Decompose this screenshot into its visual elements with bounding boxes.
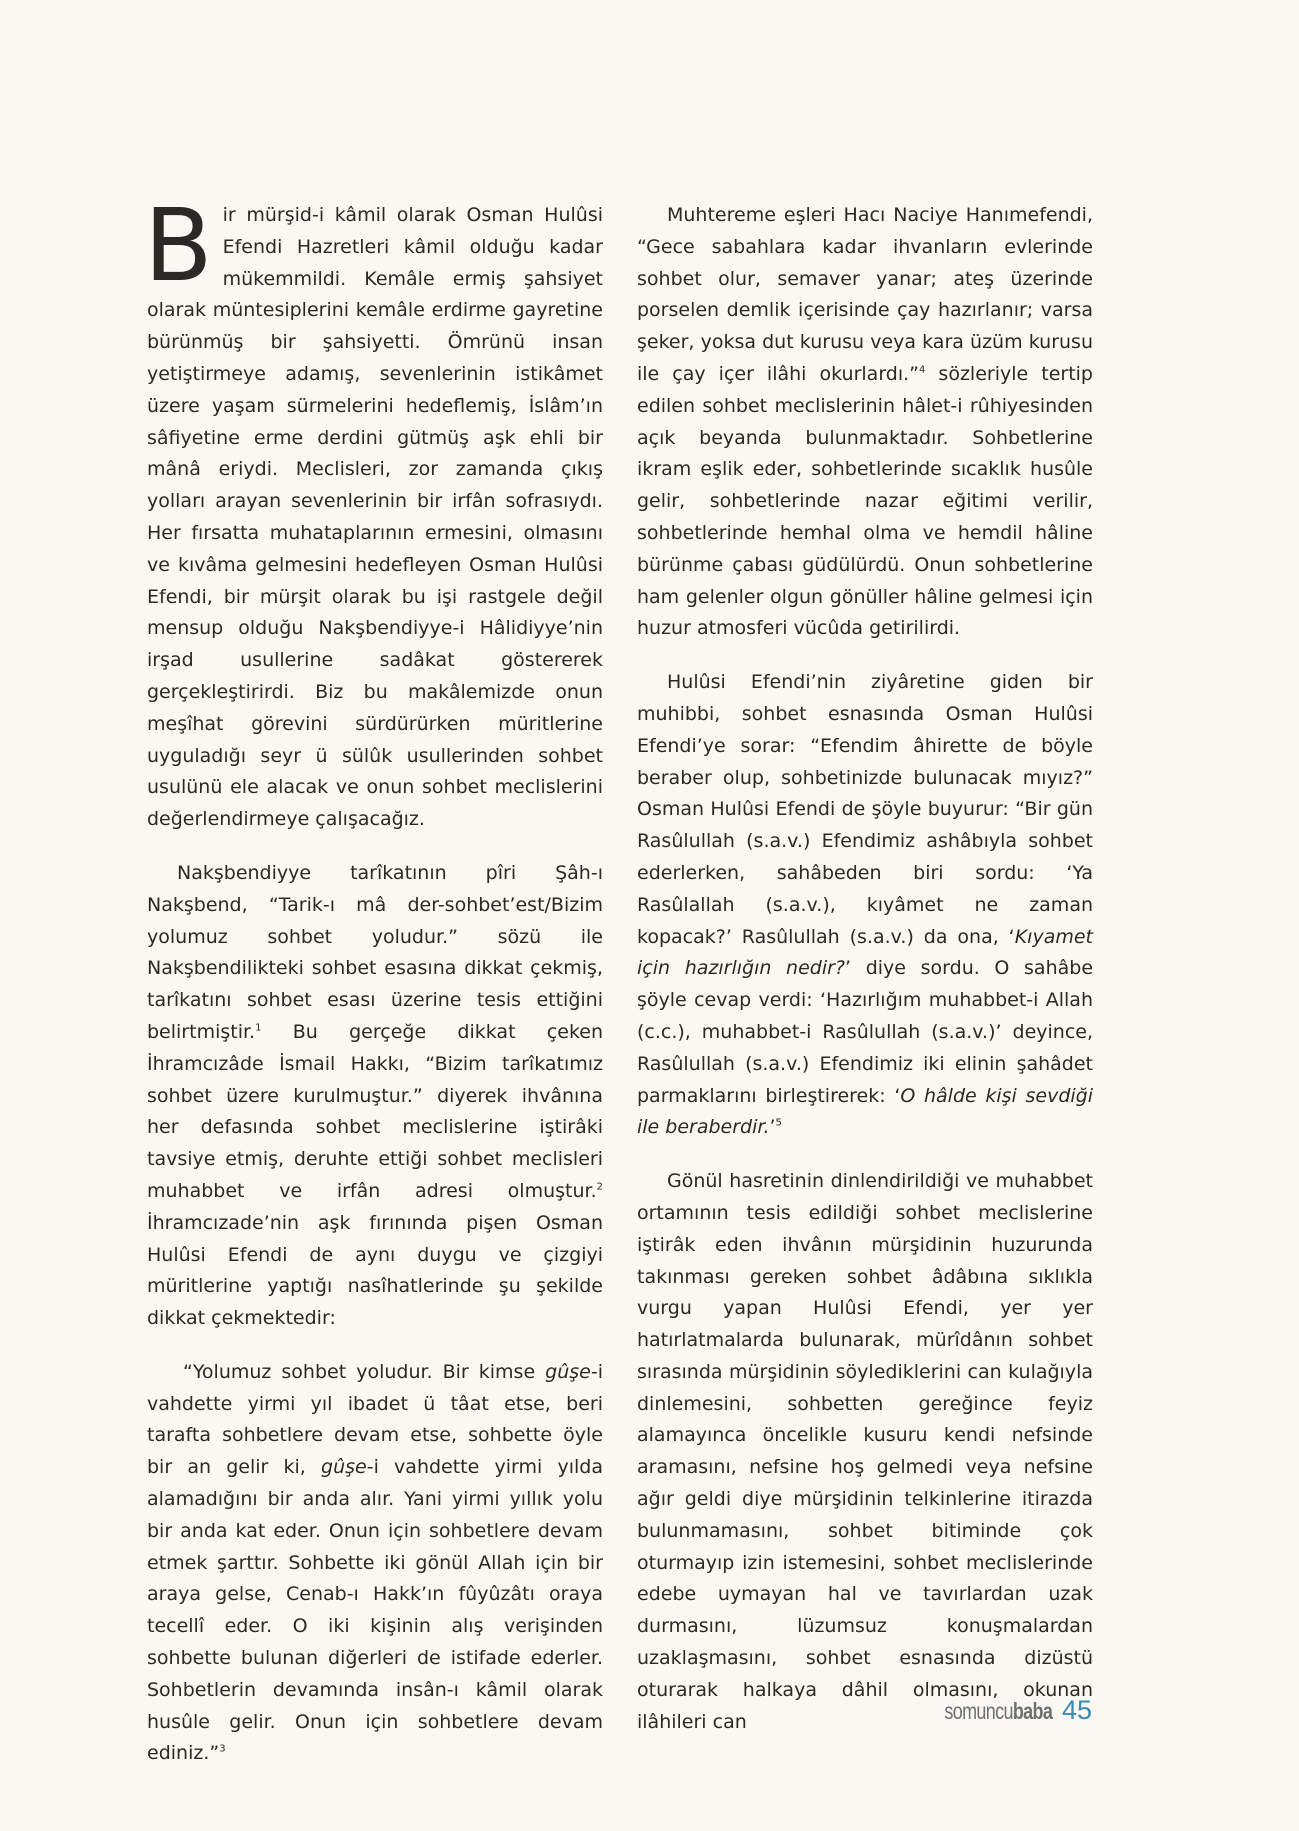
paragraph-naciye xyxy=(637,200,1093,645)
magazine-logo xyxy=(944,1698,1052,1725)
footnote-ref-1: 1 xyxy=(255,1022,262,1034)
paragraph-adab: Gönül hasretinin dinlendirildiği ve muhabbet ortamının tesis edildiği sohbet meclislerine iştirâk eden ihvânın mürşidinin huzurunda takınması gereken sohbet âdâbına sıklıkla vurgu yapan Hulûsi Efendi, yer yer hatırlatmalarda bulunarak, mürîdânın sohbet sırasında mürşidinin söylediklerini can kulağıyla dinlemesini, sohbetten gereğince feyiz alamayınca öncelikle kusuru kendi nefsinde aramasını, nefsine hoş gelmedi veya nefsine ağır geldi diye mürşidinin telkinlerine itirazda bulunmamasını, sohbet bitiminde çok oturmayıp izin istemesini, sohbet meclislerinde edebe uymayan hal ve tavırlardan uzak durmasını, lüzumsuz konuşmalardan uzaklaşmasını, sohbet esnasında dizüstü oturarak halkaya dâhil olmasını, okunan ilâhileri can xyxy=(637,1170,1093,1733)
text: ’ diye sordu. O sahâbe şöyle cevap verdi: ‘Hazırlığım muhabbet-i Allah (c.c.), muhabbet-i Rasûlullah (s.a.v.)’ deyince, Rasûlullah (s.a.v.) Efendimiz iki elinin şahâdet parmaklarını birleştirerek: ‘ xyxy=(637,957,1094,1107)
italic-term: gûşe xyxy=(321,1456,367,1479)
text: Bu gerçeğe dikkat çeken İhramcızâde İsmail Hakkı, “Bizim tarîkatımız sohbet üzere kurulmuştur.” diyerek ihvânına her defasında sohbet meclislerine iştirâki tavsiye etmiş, deruhte ettiği sohbet meclisleri muhabbet ve irfân adresi olmuştur. xyxy=(147,1020,603,1202)
page-footer xyxy=(914,1695,1092,1726)
footnote-ref-4: 4 xyxy=(919,364,926,376)
intro-text: ir mürşid-i kâmil olarak Osman Hulûsi Efendi Hazretleri kâmil olduğu kadar mükemmildi. Kemâle ermiş şahsiyet olarak müntesiplerini kemâle erdirme gayretine bürünmüş bir şahsiyetti. Ömrünü insan yetiştirmeye adamış, sevenlerinin istikâmet üzere yaşam sürmelerini hedeflemiş, İslâm’ın sâfiyetine erme derdini gütmüş aşk ehli bir mânâ eriydi. Meclisleri, zor zamanda çıkış yolları arayan sevenlerinin bir irfân sofrasıydı. Her fırsatta muhataplarının ermesini, olmasını ve kıvâma gelmesini hedefleyen Osman Hulûsi Efendi, bir mürşit olarak bu işi rastgele değil mensup olduğu Nakşbendiyye-i Hâlidiyye’nin irşad usullerine sadâkat göstererek gerçekleştirirdi. Biz bu makâlemizde onun meşîhat görevini sürdürürken müritlerine uyguladığı seyr ü sülûk usullerinden sohbet usulünü ele alacak ve onun sohbet meclislerini değerlendirmeye çalışacağız. xyxy=(147,204,603,831)
italic-quote: O hâlde kişi sevdiği ile beraberdir. xyxy=(637,1084,1093,1139)
italic-term: gûşe xyxy=(545,1360,591,1383)
text: sözleriyle tertip edilen sohbet meclislerinin hâlet-i rûhiyesinden açık beyanda bulunmaktadır. Sohbetlerine ikram eşlik eder, sohbetlerinde sıcaklık husûle gelir, sohbetlerinde nazar eğitimi verilir, sohbetlerinde hemhal olma ve hemdil hâline bürünme çabası güdülürdü. Onun sohbetlerine ham gelenler olgun gönüller hâline gelmesi için huzur atmosferi vücûda getirilirdi. xyxy=(637,362,1093,640)
paragraph-visit xyxy=(637,667,1093,1144)
text: -i vahdette yirmi yılda alamadığını bir anda alır. Yani yirmi yıllık yolu bir anda kat eder. Onun için sohbetlere devam etmek şarttır. Sohbette iki gönül Allah için bir araya gelse, Cenab-ı Hakk’ın fûyûzâtı oraya tecellî eder. O iki kişinin alış verişinden sohbette bulunan diğerleri de istifade ederler. Sohbetlerin devamında insân-ı kâmil olarak husûle gelir. Onun için sohbetlere devam ediniz.” xyxy=(147,1456,603,1765)
logo-light: somuncu xyxy=(944,1698,1013,1724)
page-number: 45 xyxy=(1061,1695,1092,1725)
paragraph-naksbend xyxy=(147,858,603,1335)
footnote-ref-3: 3 xyxy=(219,1744,226,1756)
article-column-left xyxy=(144,187,603,1770)
article-column-right xyxy=(637,200,1093,1738)
drop-cap: B xyxy=(144,187,213,304)
text: Hulûsi Efendi’nin ziyâretine giden bir muhibbi, sohbet esnasında Osman Hulûsi Efendi’ye sorar: “Efendim âhirette de böyle beraber olup, sohbetinizde bulunacak mıyız?” Osman Hulûsi Efendi de şöyle buyurur: “Bir gün Rasûlullah (s.a.v.) Efendimiz ashâbıyla sohbet ederlerken, sahâbeden biri sordu: ‘Ya Rasûlallah (s.a.v.), kıyâmet ne zaman kopacak?’ Rasûlullah (s.a.v.) da ona, ‘ xyxy=(637,671,1093,948)
text: -i vahdette yirmi yıl ibadet ü tâat etse, beri tarafta sohbetlere devam etse, sohbette öyle bir an gelir ki, xyxy=(147,1360,603,1479)
text: Nakşbendiyye tarîkatının pîri Şâh-ı Nakşbend, “Tarik-ı mâ der-sohbet’est/Bizim yolumuz sohbet yoludur.” sözü ile Nakşbendilikteki sohbet esasına dikkat çekmiş, tarîkatını sohbet esası üzerine tesis ettiğini belirtmiştir. xyxy=(147,861,603,1043)
intro-paragraph xyxy=(144,187,603,836)
italic-quote: Kıyamet için hazırlığın nedir? xyxy=(637,925,1093,980)
footnote-ref-5: 5 xyxy=(775,1117,782,1129)
text: İhramcızade’nin aşk fırınında pişen Osman Hulûsi Efendi de aynı duygu ve çizgiyi müritlerine yaptığı nasîhatlerinde şu şekilde dikkat çekmektedir: xyxy=(147,1211,603,1330)
logo-bold: baba xyxy=(1012,1698,1052,1724)
footnote-ref-2: 2 xyxy=(596,1181,603,1193)
block-quote xyxy=(147,1357,603,1770)
text: “Yolumuz sohbet yoludur. Bir kimse xyxy=(183,1360,546,1383)
text: ’ xyxy=(769,1116,776,1139)
text: Muhtereme eşleri Hacı Naciye Hanımefendi, “Gece sabahlara kadar ihvanların evlerinde sohbet olur, semaver yanar; ateş üzerinde porselen demlik içerisinde çay hazırlanır; varsa şeker, yoksa dut kurusu veya kara üzüm kurusu ile çay içer ilâhi okurlardı.” xyxy=(637,204,1093,385)
